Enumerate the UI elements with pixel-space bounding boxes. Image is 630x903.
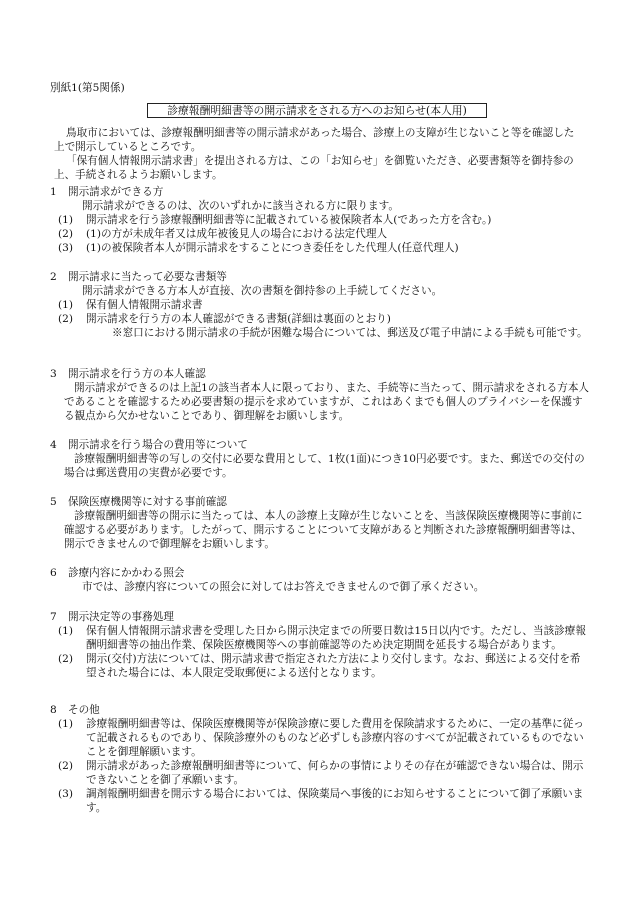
list-item <box>50 312 590 326</box>
item-text: 開示請求があった診療報酬明細書等について、何らかの事情によりその存在が確認できない場合は、開示できないことを御了承願います。 <box>86 760 584 786</box>
item-text: 調剤報酬明細書を開示する場合においては、保険薬局へ事後的にお知らせすることについて御了承願います。 <box>86 788 584 814</box>
item-mark: (2) <box>58 760 74 772</box>
attachment-reference: 別紙1(第5関係) <box>50 82 125 94</box>
section-1 <box>50 185 590 255</box>
item-mark: (1) <box>58 214 74 226</box>
section-title: 開示請求ができる方 <box>68 186 164 198</box>
item-mark: (2) <box>58 228 74 240</box>
section-2 <box>50 270 590 340</box>
section-title: 保険医療機関等に対する事前確認 <box>68 496 227 508</box>
intro <box>54 126 584 182</box>
section-number: 6 <box>50 567 57 579</box>
section-body: 開示請求ができる方本人が直接、次の書類を御持参の上手続してください。 <box>82 285 443 297</box>
section-number: 3 <box>50 368 57 380</box>
item-text: 開示請求を行う診療報酬明細書等に記載されている被保険者本人(であった方を含む。) <box>86 214 492 226</box>
item-text: (1)の被保険者本人が開示請求をすることにつき委任をした代理人(任意代理人) <box>86 242 459 254</box>
section-7 <box>50 610 590 680</box>
section-title: 開示請求を行う場合の費用等について <box>68 439 248 451</box>
item-text: (1)の方が未成年者又は成年被後見人の場合における法定代理人 <box>86 228 388 240</box>
section-heading <box>50 703 590 717</box>
section-number: 8 <box>50 704 57 716</box>
list-item <box>50 787 590 815</box>
section-heading <box>50 438 590 452</box>
item-text: 保有個人情報開示請求書を受理した日から開示決定までの所要日数は15日以内です。ただし、当該診療報酬明細書等の抽出作業、保険医療機関等への事前確認等のため決定期間を延長する場合があります。 <box>86 625 586 651</box>
document-title: 診療報酬明細書等の開示請求をされる方へのお知らせ(本人用) <box>147 103 487 118</box>
list-item <box>50 241 590 255</box>
intro-paragraph-1: 鳥取市においては、診療報酬明細書等の開示請求があった場合、診療上の支障が生じないこと等を確認した上で開示しているところです。 <box>54 127 575 153</box>
list-item <box>50 717 590 759</box>
section-heading <box>50 367 590 381</box>
item-mark: (3) <box>58 788 74 800</box>
item-text: 診療報酬明細書等は、保険医療機関等が保険診療に要した費用を保険請求するために、一定の基準に従って記載されるものであり、保険診療外のものなど必ずしも診療内容のすべてが記載されているものでないことを御理解願います。 <box>86 718 584 758</box>
section-heading <box>50 495 590 509</box>
section-title: 診療内容にかかわる照会 <box>68 567 185 579</box>
item-mark: (1) <box>58 299 74 311</box>
section-number: 5 <box>50 496 57 508</box>
item-mark: (1) <box>58 718 74 730</box>
section-heading <box>50 566 590 580</box>
section-number: 1 <box>50 186 57 198</box>
list-item <box>50 227 590 241</box>
item-mark: (3) <box>58 242 74 254</box>
list-item <box>50 213 590 227</box>
item-text: 開示請求を行う方の本人確認ができる書類(詳細は裏面のとおり) <box>86 313 391 325</box>
section-body: 開示請求ができるのは、次のいずれかに該当される方に限ります。 <box>82 200 399 212</box>
section-8 <box>50 703 590 815</box>
section-heading <box>50 610 590 624</box>
item-text: 開示(交付)方法については、開示請求書で指定された方法により交付します。なお、郵送による交付を希望された場合には、本人限定受取郵便による送付となります。 <box>86 653 581 679</box>
item-mark: (2) <box>58 313 74 325</box>
section-title: 開示請求に当たって必要な書類等 <box>68 271 227 283</box>
note: ※窓口における開示請求の手続が困難な場合については、郵送及び電子申請による手続も可能です。 <box>112 327 588 339</box>
section-heading <box>50 270 590 284</box>
section-title: 開示請求を行う方の本人確認 <box>68 368 206 380</box>
list-item <box>50 652 590 680</box>
section-3 <box>50 367 590 423</box>
section-number: 7 <box>50 611 57 623</box>
section-5 <box>50 495 590 551</box>
intro-paragraph-2: 「保有個人情報開示請求書」を提出される方は、この「お知らせ」を御覧いただき、必要書類等を御持参の上、手続されるようお願いします。 <box>54 155 574 181</box>
section-6 <box>50 566 590 594</box>
section-body: 開示請求ができるのは上記1の該当者本人に限っており、また、手続等に当たって、開示請求をされる方本人であることを確認するため必要書類の提示を求めていますが、これはあくまでも個人のプライバシーを保護する観点から欠かせないことであり、御理解をお願いします。 <box>64 382 590 422</box>
item-text: 保有個人情報開示請求書 <box>86 299 203 311</box>
section-heading <box>50 185 590 199</box>
section-number: 2 <box>50 271 57 283</box>
list-item <box>50 298 590 312</box>
list-item <box>50 759 590 787</box>
section-body: 診療報酬明細書等の写しの交付に必要な費用として、1枚(1面)につき10円必要です。また、郵送での交付の場合は郵送費用の実費が必要です。 <box>64 453 585 479</box>
section-4 <box>50 438 590 480</box>
list-item <box>50 624 590 652</box>
item-mark: (1) <box>58 625 74 637</box>
section-title: 開示決定等の事務処理 <box>68 611 174 623</box>
item-mark: (2) <box>58 653 74 665</box>
section-body: 市では、診療内容についての照会に対してはお答えできませんので御了承ください。 <box>82 581 485 593</box>
section-number: 4 <box>50 439 57 451</box>
section-title: その他 <box>68 704 100 716</box>
section-body: 診療報酬明細書等の開示に当たっては、本人の診療上支障が生じないことを、当該保険医療機関等に事前に確認する必要があります。したがって、開示することについて支障があると判断された診療報酬明細書等は、開示できませんので御理解をお願いします。 <box>64 510 583 550</box>
